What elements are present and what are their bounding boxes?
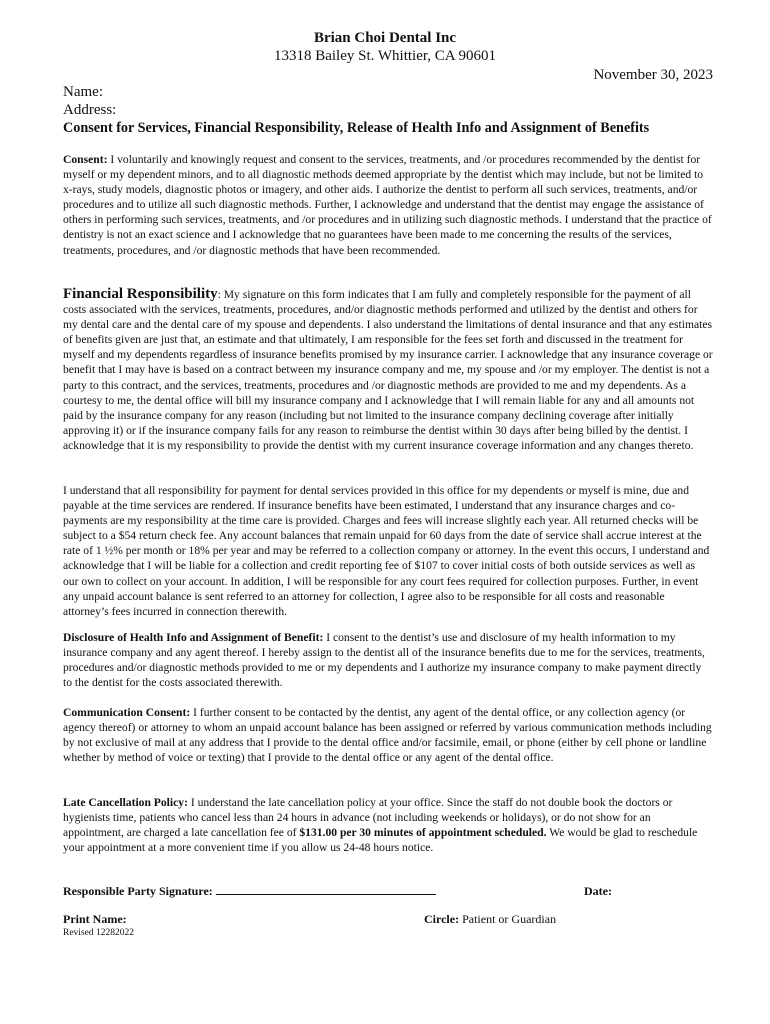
disclosure-text: I consent to the dentist’s use and disclosure of my health information to my insurance company and any agent thereof. I hereby assign to the dentist all of the insurance benefits due to me for the services, treatments, procedures and/or diagnostic methods provided to me or my dependents and I authorize my insurance company to make payment directly to the dentist for the costs associated therewith. (63, 631, 705, 690)
form-date: November 30, 2023 (593, 67, 713, 83)
consent-section (63, 152, 713, 258)
print-name-label: Print Name: (63, 912, 127, 926)
form-title: Consent for Services, Financial Responsibility, Release of Health Info and Assignment of Benefits (63, 120, 650, 136)
communication-heading: Communication Consent: (63, 706, 191, 719)
consent-text: I voluntarily and knowingly request and consent to the services, treatments, and /or procedures recommended by the dentist for myself or my dependent minors, and to all diagnostic methods deemed appropriate by the dentist which may include, but not be limited to x-rays, study models, diagnostic photos or imagery, and other aids. I authorize the dentist to perform all such services, treatments, and/or procedures and to utilize all such diagnostic methods. Further, I acknowledge and understand that the dentist may engage the assistance of others in performing such services, treatments, and /or procedures and in utilizing such diagnostic methods. I understand that the practice of dentistry is not an exact science and I acknowledge that no guarantees have been made to me concerning the results of the services, treatments, procedures, and /or diagnostic methods that have been recommended. (63, 153, 712, 257)
communication-section (63, 705, 713, 765)
financial-section (63, 287, 713, 453)
date-label: Date: (584, 884, 612, 898)
financial-heading: Financial Responsibility (63, 286, 218, 302)
disclosure-section (63, 630, 713, 690)
communication-text: I further consent to be contacted by the dentist, any agent of the dental office, or any collection agency (or agency thereof) or attorney to whom an unpaid account balance has been assigned or referred by various communication methods including by not exclusive of mail at any address that I provide to the dental office and/or facsimile, email, or phone (either by cell phone or landline whether by method of voice or texting) that I provide to the dental office or any agent of the dental office. (63, 706, 712, 765)
revision-note: Revised 12282022 (63, 928, 134, 938)
practice-name: Brian Choi Dental Inc (313, 30, 457, 46)
payment-terms-text: I understand that all responsibility for payment for dental services provided in this office for my dependents or myself is mine, due and payable at the time services are rendered. If insurance benefits have been estimated, I understand that any insurance charges and co-payments are my responsibility at the time care is provided. Charges and fees will increase slightly each year. All returned checks will be subject to a $54 return check fee. Any account balances that remain unpaid for 60 days from the date of service shall accrue interest at the rate of 1 ½% per month or 18% per year and may be referred to a collection company or attorney. In the event this occurs, I understand and acknowledge that I will be liable for a collection and credit reporting fee of $107 to cover initial costs of both outside services as well as our own to collect on your account. In addition, I will be responsible for any court fees required for collection purposes. Further, in event any unpaid account balance is sent referred to an attorney for collection, I agree also to be responsible for all costs and reasonable attorney’s fees incurred in connection therewith. (63, 484, 710, 618)
cancellation-heading: Late Cancellation Policy: (63, 796, 188, 809)
consent-heading: Consent: (63, 153, 108, 166)
payment-terms-section (63, 483, 713, 619)
circle-options[interactable]: Patient or Guardian (462, 912, 557, 926)
cancellation-section (63, 795, 713, 855)
cancellation-text-b: We would be glad to reschedule your appointment at a more convenient time if you allow us 24-48 hours notice. (63, 826, 698, 855)
signature-label: Responsible Party Signature: (63, 884, 213, 898)
circle-label: Circle: (424, 912, 460, 926)
signature-line[interactable] (216, 884, 436, 895)
cancellation-text-a: I understand the late cancellation policy at your office. Since the staff do not double book the doctors or hygienists time, patients who cancel less than 24 hours in advance (not including weekends or holidays), or do not show for an appointment, are charged a late cancellation fee of (63, 796, 673, 840)
address-field-label: Address: (63, 102, 117, 118)
financial-text: : My signature on this form indicates that I am fully and completely responsible for the payment of all costs associated with the services, treatments, procedures, and/or diagnostic methods performed and utilized by the dentist and others for my dental care and the dental care of my spouse and dependents. I also understand the limitations of dental insurance and that any estimates of benefits given are just that, an estimate and that ultimately, I am responsible for the fees set forth and discussed in the treatment for myself and my dependents regardless of insurance benefits promised by my insurance carrier. I acknowledge that any insurance coverage or benefit that I may have is based on a contract between my insurance company and me, my spouse and /or my employer. The dentist is not a party to this contract, and the services, treatments, procedures and /or diagnostic methods are provided to me and my dependents. As a courtesy to me, the dental office will bill my insurance company and I acknowledge that I will remain liable for any and all amounts not paid by the insurance company for any reason (including but not limited to the insurance company declining coverage after initially approving it) or if the insurance company fails for any reason to reimburse the dentist within 30 days after being billed by the dentist. I acknowledge that it is my responsibility to provide the dentist with my current insurance coverage information and any changes thereto. (63, 288, 713, 452)
circle-row (424, 912, 556, 927)
name-field-label: Name: (63, 84, 103, 100)
cancellation-fee: $131.00 per 30 minutes of appointment scheduled. (299, 826, 547, 840)
signature-row (63, 884, 436, 899)
disclosure-heading: Disclosure of Health Info and Assignment of Benefit: (63, 631, 324, 644)
practice-address: 13318 Bailey St. Whittier, CA 90601 (273, 48, 497, 64)
